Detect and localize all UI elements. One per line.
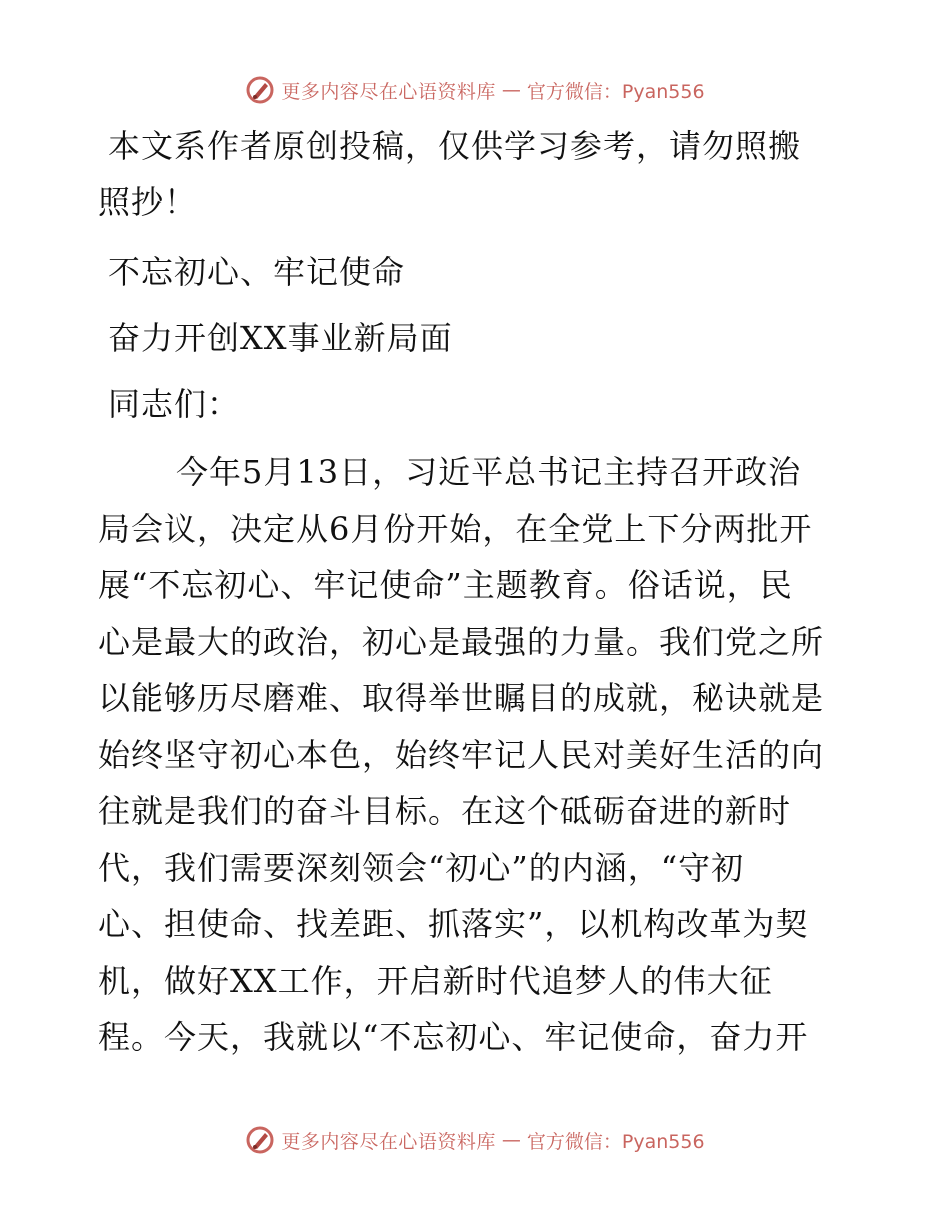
notice-line-2: 照抄！	[98, 183, 198, 221]
body-line: 代，我们需要深刻领会“初心”的内涵，“守初	[98, 848, 745, 887]
title-line-1: 不忘初心、牢记使命	[108, 253, 406, 291]
pen-logo-icon	[245, 1125, 275, 1155]
title-line-2: 奋力开创XX事业新局面	[108, 319, 453, 357]
body-line: 心、担使命、找差距、抓落实”，以机构改革为契	[98, 905, 809, 943]
document-body	[98, 118, 858, 1066]
salutation: 同志们：	[108, 385, 241, 423]
body-line: 局会议，决定从6月份开始，在全党上下分两批开	[98, 509, 813, 548]
banner-wechat: 官方微信：Pyan556	[526, 80, 705, 103]
notice-line-1: 本文系作者原创投稿，仅供学习参考，请勿照搬	[108, 127, 802, 165]
body-line: 展“不忘初心、牢记使命”主题教育。俗话说，民	[98, 566, 793, 604]
footer-banner	[0, 1120, 950, 1160]
banner-dash: —	[501, 1129, 521, 1151]
body-line: 今年5月13日，习近平总书记主持召开政治	[176, 453, 802, 491]
banner-dash: —	[501, 79, 521, 101]
pen-logo-icon	[245, 75, 275, 105]
body-line: 机，做好XX工作，开启新时代追梦人的伟大征	[98, 961, 773, 1000]
body-paragraph	[98, 444, 858, 1066]
body-line: 心是最大的政治，初心是最强的力量。我们党之所	[98, 622, 825, 661]
banner-text: 更多内容尽在心语资料库	[281, 80, 496, 103]
body-line: 以能够历尽磨难、取得举世瞩目的成就，秘诀就是	[98, 679, 825, 717]
body-line: 始终坚守初心本色，始终牢记人民对美好生活的向	[98, 735, 825, 774]
header-banner	[0, 70, 950, 110]
body-line: 往就是我们的奋斗目标。在这个砥砺奋进的新时	[98, 792, 792, 830]
body-line: 程。今天，我就以“不忘初心、牢记使命，奋力开	[98, 1018, 809, 1056]
banner-text: 更多内容尽在心语资料库	[281, 1130, 496, 1153]
banner-wechat: 官方微信：Pyan556	[526, 1130, 705, 1153]
